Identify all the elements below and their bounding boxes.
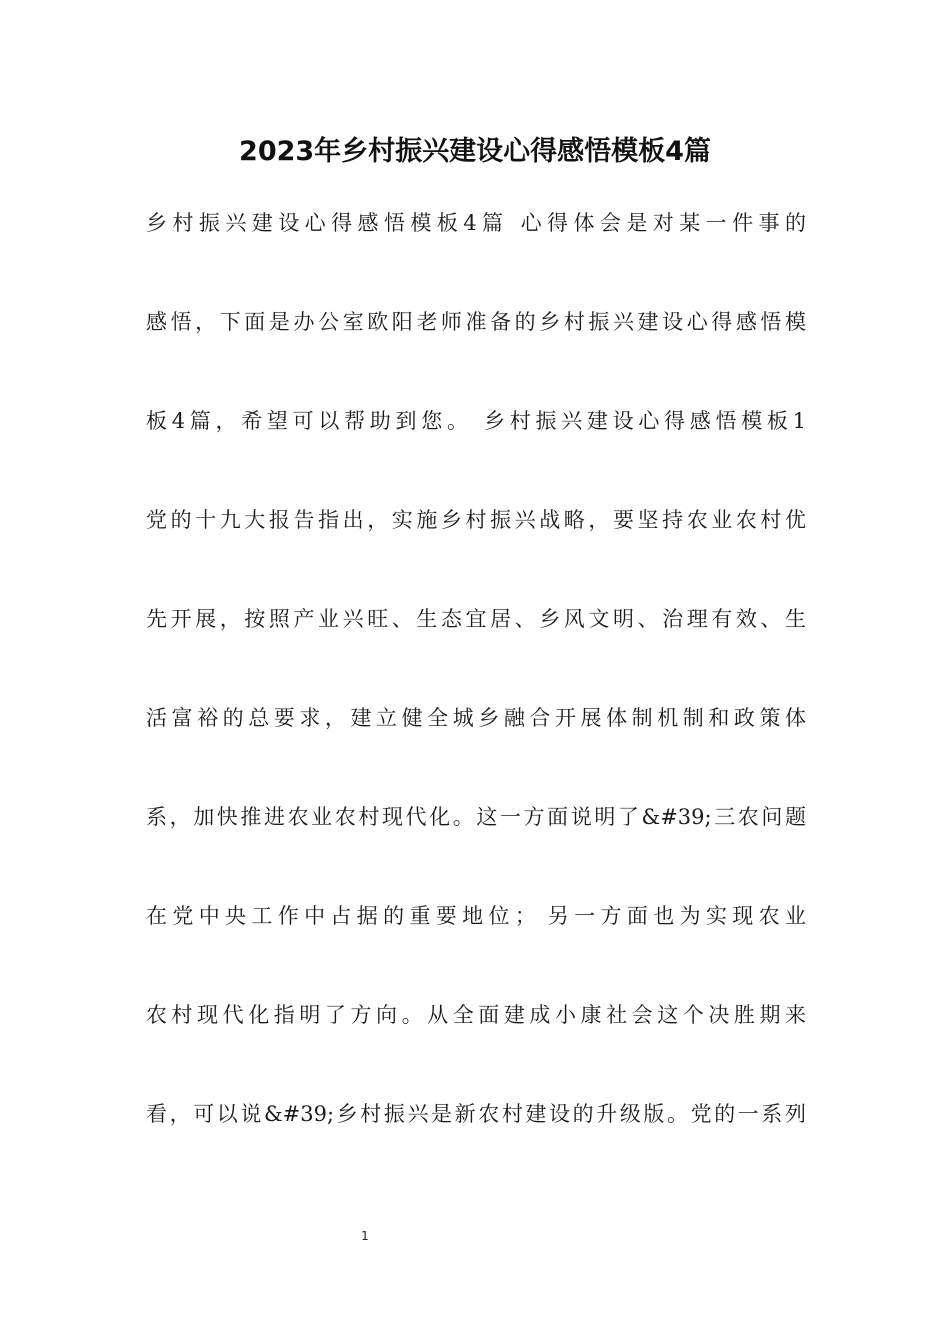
body-line: 看，可以说&#39;乡村振兴是新农村建设的升级版。党的一系列 — [146, 1102, 806, 1126]
page-number: 1 — [361, 1229, 369, 1243]
body-line: 党的十九大报告指出，实施乡村振兴战略，要坚持农业农村优 — [146, 508, 806, 532]
body-line: 先开展，按照产业兴旺、生态宜居、乡风文明、治理有效、生 — [146, 607, 806, 631]
body-line: 感悟，下面是办公室欧阳老师准备的乡村振兴建设心得感悟模 — [146, 310, 806, 334]
body-line: 板4篇，希望可以帮助到您。 乡村振兴建设心得感悟模板1 — [146, 409, 806, 433]
body-line: 系，加快推进农业农村现代化。这一方面说明了&#39;三农问题 — [146, 805, 806, 829]
body-line: 乡村振兴建设心得感悟模板4篇 心得体会是对某一件事的 — [146, 211, 806, 235]
document-title: 2023年乡村振兴建设心得感悟模板4篇 — [239, 136, 711, 167]
body-line: 农村现代化指明了方向。从全面建成小康社会这个决胜期来 — [146, 1003, 806, 1027]
body-line: 在党中央工作中占据的重要地位； 另一方面也为实现农业 — [146, 904, 806, 928]
body-line: 活富裕的总要求，建立健全城乡融合开展体制机制和政策体 — [146, 706, 806, 730]
